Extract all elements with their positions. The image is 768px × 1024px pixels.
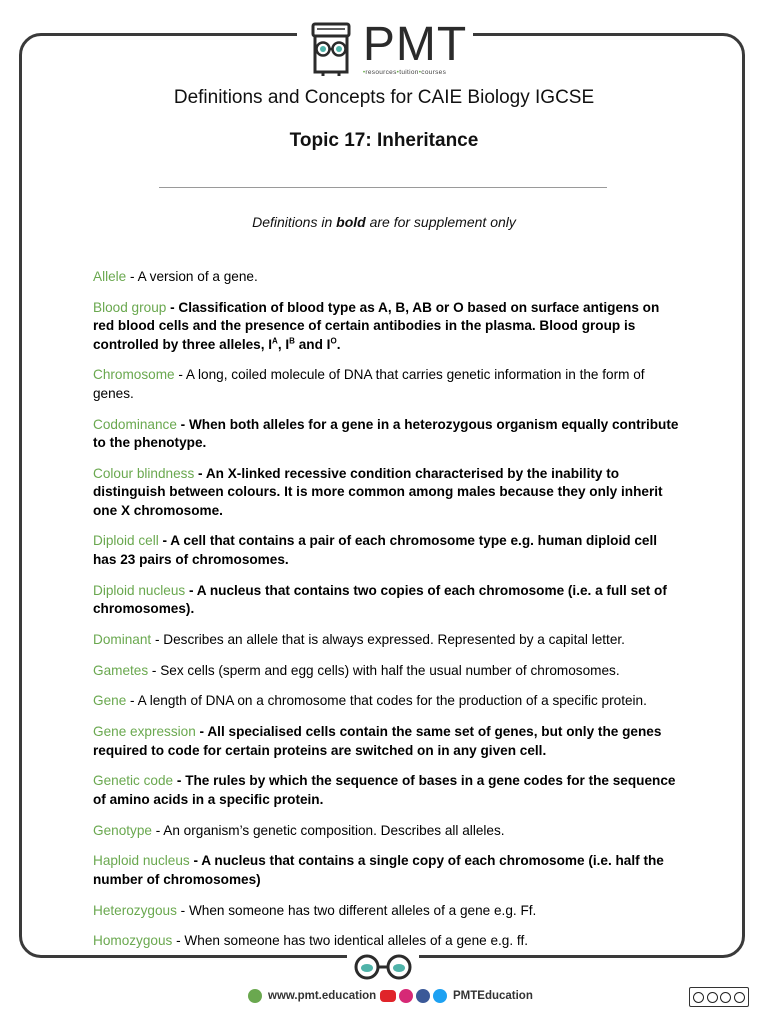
definition-term: Dominant [93, 631, 152, 647]
definition-term: Genotype [93, 822, 152, 838]
definition-text: - When someone has two identical alleles of a gene e.g. ff. [172, 933, 529, 949]
definition-text: - When both alleles for a gene in a heterozygous organism equally contribute to the phenotype. [93, 416, 679, 451]
document-title: Definitions and Concepts for CAIE Biology IGCSE [173, 87, 595, 108]
cc-icon [693, 992, 704, 1003]
definition-item [93, 268, 683, 286]
definition-term: Gene [93, 693, 127, 709]
definition-term: Diploid nucleus [93, 582, 186, 598]
supplement-note: Definitions in bold are for supplement only [252, 214, 516, 230]
definition-text: - All specialised cells contain the same set of genes, but only the genes required to code for certain proteins are switched on in any given cell. [93, 724, 662, 758]
definition-text: - A long, coiled molecule of DNA that carries genetic information in the form of genes. [93, 367, 645, 401]
definition-term: Blood group [93, 299, 167, 315]
goggles-icon [347, 951, 419, 981]
definition-item [93, 416, 683, 453]
nd-icon [734, 992, 745, 1003]
definition-text: - A cell that contains a pair of each chromosome type e.g. human diploid cell has 23 pairs of chromosomes. [93, 533, 658, 567]
definition-term: Gametes [93, 662, 149, 678]
footer-website[interactable] [248, 989, 376, 1003]
book-with-goggles-icon [303, 21, 359, 77]
definition-item [93, 366, 683, 403]
definitions-list [93, 268, 683, 963]
footer-social[interactable] [380, 989, 533, 1003]
social-handle[interactable]: PMTEducation [453, 990, 533, 1002]
definition-term: Heterozygous [93, 902, 177, 918]
title-divider [159, 187, 607, 188]
website-link[interactable]: www.pmt.education [268, 990, 377, 1002]
instagram-icon[interactable] [399, 989, 413, 1003]
twitter-icon[interactable] [433, 989, 447, 1003]
logo-wordmark: PMT [362, 18, 468, 71]
definition-text: - Classification of blood type as A, B, AB or O based on surface antigens on red blood cells and the presence of certain antibodies in the plasma. Blood group is controlled by three alleles, $I^A$, $I^B$ and $I^O$. [93, 299, 660, 352]
definition-item [93, 723, 683, 760]
nc-icon [720, 992, 731, 1003]
definition-term: Haploid nucleus [93, 853, 190, 869]
definition-term: Gene expression [93, 724, 196, 740]
definition-item [93, 465, 683, 520]
youtube-icon[interactable] [380, 990, 396, 1002]
definition-term: Allele [93, 269, 127, 284]
definition-text: - A length of DNA on a chromosome that codes for the production of a specific protein. [126, 693, 647, 709]
definition-item [93, 822, 683, 840]
definition-item [93, 772, 683, 809]
topic-title: Topic 17: Inheritance [289, 130, 479, 151]
facebook-icon[interactable] [416, 989, 430, 1003]
definition-term: Genetic code [93, 773, 174, 789]
definition-text: - The rules by which the sequence of bases in a gene codes for the sequence of amino acids in a specific protein. [93, 773, 676, 807]
definition-text: - When someone has two different alleles of a gene e.g. Ff. [176, 902, 537, 918]
logo-tagline: •resources•tuition•courses [362, 69, 447, 76]
definition-item [93, 852, 683, 889]
definition-item [93, 299, 683, 354]
definition-term: Colour blindness [93, 465, 195, 481]
creative-commons-badge [689, 987, 749, 1007]
definition-term: Chromosome [93, 367, 175, 383]
definition-term: Homozygous [93, 933, 173, 949]
definition-text: - A nucleus that contains two copies of each chromosome (i.e. a full set of chromosomes). [93, 582, 667, 617]
definition-item [93, 532, 683, 569]
definition-item [93, 582, 683, 619]
definition-text: - Sex cells (sperm and egg cells) with half the usual number of chromosomes. [148, 662, 620, 678]
definition-text: - A nucleus that contains a single copy of each chromosome (i.e. half the number of chromosomes) [93, 853, 664, 887]
pmt-logo [297, 18, 473, 80]
definition-item [93, 631, 683, 649]
definition-term: Diploid cell [93, 533, 159, 549]
definition-item [93, 692, 683, 710]
definition-text: - An X-linked recessive condition characterised by the inability to distinguish between colours. It is more common among males because they only inherit one X chromosome. [93, 465, 663, 518]
definition-item [93, 662, 683, 680]
definition-item [93, 902, 683, 920]
definition-term: Codominance [93, 416, 177, 432]
definition-text: - An organism’s genetic composition. Describes all alleles. [151, 822, 505, 838]
cursor-icon [248, 989, 262, 1003]
by-icon [707, 992, 718, 1003]
definition-item [93, 932, 683, 950]
definition-text: - Describes an allele that is always expressed. Represented by a capital letter. [151, 631, 625, 647]
definition-text: - A version of a gene. [126, 269, 258, 284]
